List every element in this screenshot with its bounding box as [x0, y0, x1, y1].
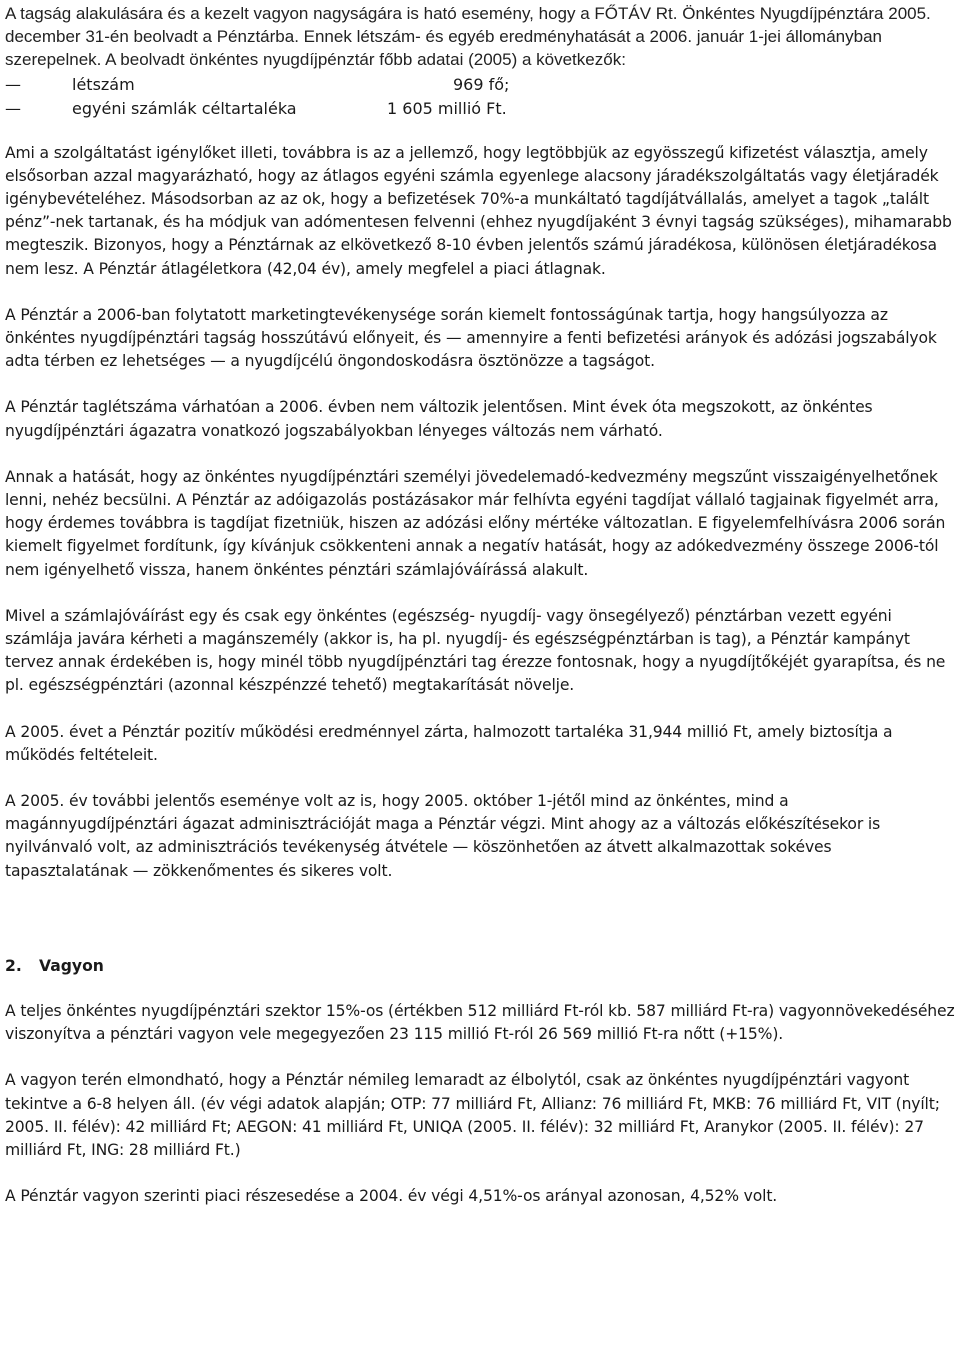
paragraph-campaign: Mivel a számlajóváírást egy és csak egy önkéntes (egészség- nyugdíj- vagy önsegélyező) pénztárban vezett egyéni számlája javára kérheti a magánszemély (akkor is, ha pl. nyugdíj- és egészségpénztárban is tag), a Pénztár kampányt tervez annak érdekében is, hogy minél több nyugdíjpénztári tag érezze fontosnak, hogy a nyugdíjtőkéjét gyarapítsa, és ne pl. egészségpénztári (azonnal készpénzzé tehető) megtakarítását növelje.: [5, 606, 946, 695]
paragraph-asset-ranking: A vagyon terén elmondható, hogy a Pénztár némileg lemaradt az élbolytól, csak az önkéntes nyugdíjpénztári vagyont tekintve a 6-8 helyen áll. (év végi adatok alapján; OTP: 77 milliárd Ft, Allianz: 76 milliárd Ft, MKB: 76 milliárd Ft, VIT (nyílt; 2005. II. félév): 42 milliárd Ft; AEGON: 41 milliárd Ft, UNIQA (2005. II. félév): 32 milliárd Ft, Aranykor (2005. II. félév): 27 milliárd Ft, ING: 28 milliárd Ft.): [5, 1071, 940, 1159]
paragraph-beneficiaries: Ami a szolgáltatást igénylőket illeti, továbbra is az a jellemző, hogy legtöbbjük az egyösszegű kifizetést választja, amely elsősorban azzal magyarázható, hogy az átlagos egyéni számla egyenlege alacsony járadékszolgáltatás vagy életjáradék igénybevételéhez. Másodsorban az az ok, hogy a befizetések 70%-a munkáltató tagdíjátvállalás, amelyet a tagok „talált pénz”-nek tartanak, és ha módjuk van adómentesen felvenni (ehhez nyugdíjaként 3 évnyi tagság szükséges), mihamarabb megteszik. Bizonyos, hogy a Pénztárnak az elkövetkező 8-10 évben jelentős számú járadékosa, különösen életjáradékosa nem lesz. A Pénztár átlagéletkora (42,04 év), amely megfelel a piaci átlagnak.: [5, 143, 952, 278]
stat-value-headcount: 969 fő;: [453, 74, 510, 94]
stat-label-headcount: létszám: [72, 74, 135, 94]
paragraph-market-share: A Pénztár vagyon szerinti piaci részesedése a 2004. év végi 4,51%-os arányal azonosan, 4,52% volt.: [5, 1187, 778, 1206]
section-number: 2.: [5, 956, 22, 975]
intro-paragraph: A tagság alakulására és a kezelt vagyon nagyságára is ható esemény, hogy a FŐTÁV Rt. Önkéntes Nyugdíjpénztára 2005. december 31-én beolvadt a Pénztárba. Ennek létszám- és egyéb eredményhatását a 2006. január 1-jei állományban szerepelnek. A beolvadt önkéntes nyugdíjpénztár főbb adatai (2005) a következők:: [5, 4, 931, 70]
paragraph-marketing: A Pénztár a 2006-ban folytatott marketingtevékenysége során kiemelt fontosságúnak tartja, hogy hangsúlyozza az önkéntes nyugdíjpénztári tagság hosszútávú előnyeit, és — amennyire a fenti befizetési arányok és adózási jogszabályok adta térben ez lehetséges — a nyugdíjcélú öngondoskodásra ösztönözze a tagságot.: [5, 305, 937, 371]
list-dash: —: [5, 98, 21, 118]
paragraph-asset-growth: A teljes önkéntes nyugdíjpénztári szektor 15%-os (értékben 512 milliárd Ft-ról kb. 587 milliárd Ft-ra) vagyonnövekedéséhez viszonyítva a pénztári vagyon vele megegyezően 23 115 millió Ft-ról 26 569 millió Ft-ra nőtt (+15%).: [5, 1001, 955, 1044]
section-heading: [5, 954, 955, 978]
paragraph-membership: A Pénztár taglétszáma várhatóan a 2006. évben nem változik jelentősen. Mint évek óta megszokott, az önkéntes nyugdíjpénztári ágazatra vonatkozó jogszabályokban lényeges változás nem várható.: [5, 398, 873, 440]
stat-row-headcount: [5, 73, 955, 97]
paragraph-tax-effect: Annak a hatását, hogy az önkéntes nyugdíjpénztári személyi jövedelemadó-kedvezmény megszűnt visszaigényelhetőnek lenni, nehéz becsülni. A Pénztár az adóigazolás postázásakor már felhívta egyéni tagdíjat vállaló tagjainak figyelmét arra, hogy érdemes továbbra is tagdíjat fizetniük, hiszen az adózási előny mértéke változatlan. E figyelemfelhívásra 2006 során kiemelt figyelmet fordítunk, így kívánjuk csökkenteni annak a negatív hatását, hogy az adókedvezmény összege 2006-tól nem igényelhető vissza, hanem önkéntes pénztári számlajóváírássá alakult.: [5, 467, 946, 579]
list-dash: —: [5, 74, 21, 94]
section-title: Vagyon: [39, 956, 104, 975]
paragraph-administration: A 2005. év további jelentős eseménye volt az is, hogy 2005. október 1-jétől mind az önkéntes, mind a magánnyugdíjpénztári ágazat adminisztrációját maga a Pénztár végzi. Mint ahogy az a változás előkészítésekor is nyilvánvaló volt, az adminisztrációs tevékenység átvétele — köszönhetően az átvett alkalmazottak sokéves tapasztalatának — zökkenőmentes és sikeres volt.: [5, 792, 881, 880]
stat-label-reserve: egyéni számlák céltartaléka: [72, 98, 297, 118]
document-page: [5, 0, 955, 1208]
stat-value-reserve: 1 605 millió Ft.: [387, 98, 507, 118]
stat-row-reserve: [5, 97, 955, 121]
stats-list: [5, 73, 955, 121]
paragraph-result-2005: A 2005. évet a Pénztár pozitív működési eredménnyel zárta, halmozott tartaléka 31,944 millió Ft, amely biztosítja a működés feltételeit.: [5, 722, 893, 764]
